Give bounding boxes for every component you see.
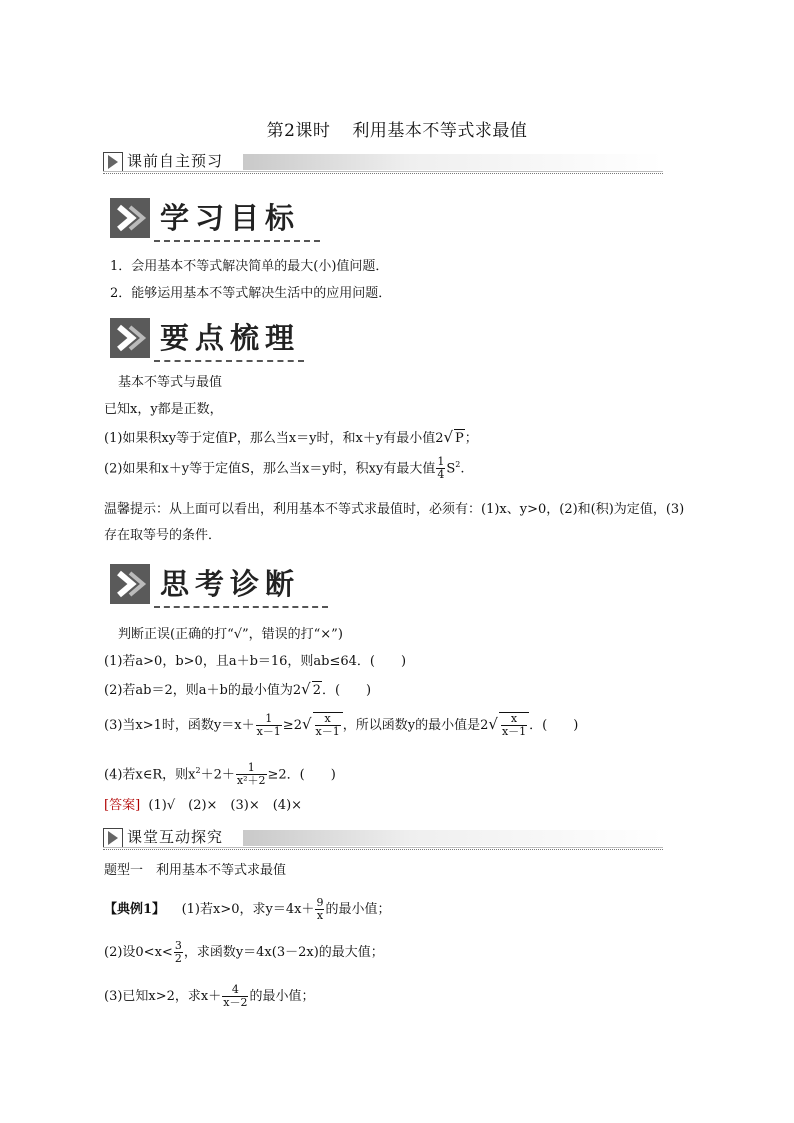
bar-gradient: [243, 830, 663, 846]
think-intro: 判断正误(正确的打“√”，错误的打“×”): [118, 627, 343, 642]
points-given: 已知x，y都是正数，: [104, 402, 223, 417]
point-1: (1)如果积xy等于定值P，那么当x＝y时，和x＋y有最小值2√ P；: [104, 428, 478, 446]
question-2: (2)若ab＝2，则a＋b的最小值为2√ 2．( ): [104, 680, 372, 698]
answer-values: (1)√ (2)× (3)× (4)×: [148, 798, 303, 813]
goal-item: 1．会用基本不等式解决简单的最大(小)值问题．: [110, 259, 389, 274]
question-1: (1)若a>0，b>0，且a＋b＝16，则ab≤64．( ): [104, 654, 407, 669]
heading-text: 要点梳理: [160, 321, 301, 355]
chevron-right-icon: [110, 198, 150, 238]
example-label: 【典例1】: [104, 902, 166, 917]
heading-text: 思考诊断: [160, 567, 301, 601]
section-title: 课堂互动探究: [127, 828, 224, 846]
chevron-right-icon: [110, 564, 150, 604]
example-1-part-2: (2)设0<x< $\frac{3}{2}$ ，求函数y＝4x(3－2x)的最大值；: [104, 939, 384, 965]
points-subtitle: 基本不等式与最值: [118, 375, 223, 390]
example-1-part-3: (3)已知x>2，求x＋ $\frac{4}{x-2}$ 的最小值；: [104, 983, 315, 1009]
bar-gradient: [243, 154, 663, 170]
arrow-icon: [103, 828, 123, 848]
example-1-part-1: 【典例1】 (1)若x>0，求y＝4x＋ $\frac{9}{x}$ 的最小值；: [104, 896, 391, 922]
arrow-icon: [103, 152, 123, 172]
goal-item: 2．能够运用基本不等式解决生活中的应用问题．: [110, 286, 392, 301]
tip-line-1: 温馨提示：从上面可以看出，利用基本不等式求最值时，必须有：(1)x、y>0，(2)和(积)为定值，(3): [104, 502, 685, 517]
tip-line-2: 存在取等号的条件．: [104, 528, 222, 543]
answers-line: [104, 797, 302, 815]
chevron-right-icon: [110, 318, 150, 358]
section-bar-preview: [103, 150, 663, 174]
heading-key-points: [110, 316, 320, 362]
point-2: (2)如果和x＋y等于定值S，那么当x＝y时，积xy有最大值 $\frac{1}{4}$ $S^2$.: [104, 455, 465, 482]
question-4: (4)若x∈R，则$x^2+2+$ $\frac{1}{\text{x²＋2}}$ ≥2．( ): [104, 761, 336, 788]
lesson-label: 第2课时: [266, 121, 331, 141]
section-title: 课前自主预习: [127, 152, 224, 170]
section-bar-explore: [103, 826, 663, 850]
answer-label: [答案]: [104, 798, 141, 813]
heading-text: 学习目标: [160, 201, 301, 235]
question-type-1: 题型一 利用基本不等式求最值: [104, 863, 287, 878]
heading-think-diagnose: [110, 562, 340, 608]
heading-learning-goals: [110, 196, 320, 242]
page-title: [0, 116, 794, 141]
lesson-topic: 利用基本不等式求最值: [352, 121, 528, 141]
question-3: (3)当x>1时，函数y＝x＋ $\frac{1}{x-1}$ ≥2√ $\frac{x}{x-1}$ ，所以函数y的最小值是2√ $\frac{x}{x-1}$ ．( ): [104, 712, 579, 738]
